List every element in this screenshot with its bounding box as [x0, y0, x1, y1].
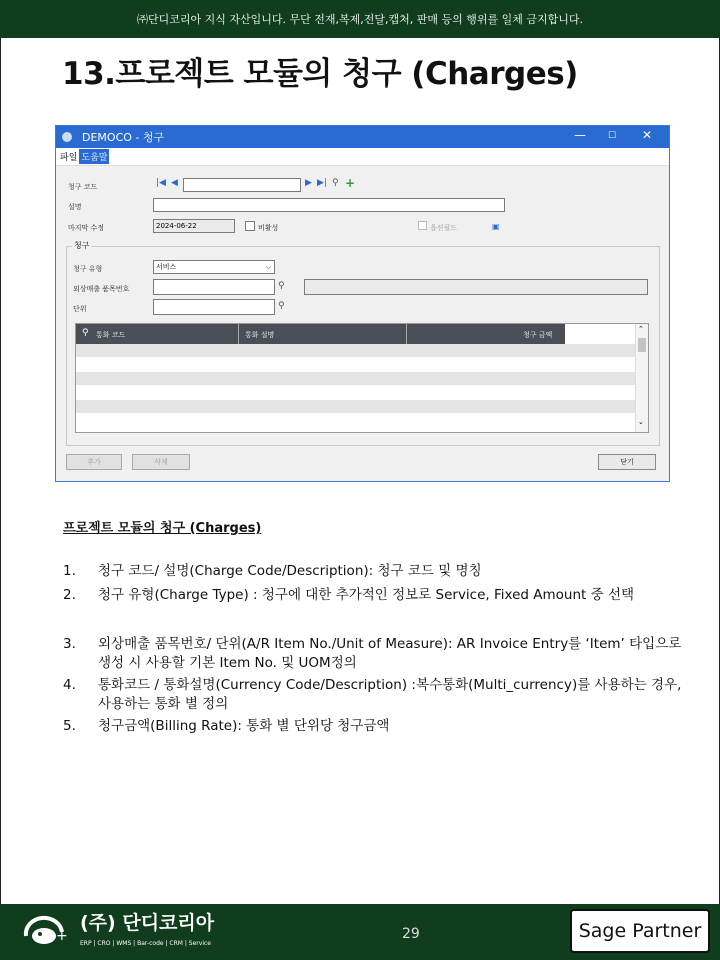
optional-fields-label: 옵션필드 [430, 224, 458, 232]
description-input[interactable] [153, 198, 505, 212]
list-item-text: 청구금액(Billing Rate): 통화 별 단위당 청구금액 [98, 718, 390, 734]
company-logo-icon [20, 910, 72, 954]
window-title: DEMOCO - 청구 [82, 131, 165, 144]
last-modified-field: 2024-06-22 [153, 219, 235, 233]
last-modified-label: 마지막 수정 [68, 224, 105, 232]
list-item [63, 586, 683, 605]
inactive-checkbox[interactable] [245, 221, 255, 231]
list-item [63, 717, 683, 736]
add-button[interactable]: 추가 [66, 454, 122, 470]
unit-input[interactable] [153, 299, 275, 315]
list-item-text: 외상매출 품목번호/ 단위(A/R Item No./Unit of Measure): AR Invoice Entry를 ‘Item’ 타입으로 생성 시 사용할 기본 Item No. 및 UOM정의 [98, 636, 682, 671]
scrollbar-thumb[interactable] [638, 338, 646, 352]
scroll-up-icon[interactable]: ⌃ [638, 325, 644, 333]
page-number: 29 [402, 926, 420, 942]
menu-file[interactable]: 파일 [60, 153, 78, 163]
charge-code-label: 청구 코드 [68, 183, 98, 191]
column-divider [406, 324, 407, 344]
charge-group-label: 청구 [74, 241, 90, 250]
grid-header-blank [565, 324, 636, 344]
column-billing-rate[interactable]: 청구 금액 [523, 331, 553, 339]
list-item-number: 5. [63, 718, 76, 734]
list-item [63, 562, 683, 581]
last-record-icon[interactable]: ▶| [317, 178, 327, 188]
next-record-icon[interactable]: ▶ [305, 178, 312, 188]
maximize-icon[interactable]: ☐ [608, 131, 617, 141]
ar-item-description-field [304, 279, 648, 295]
table-row[interactable] [76, 400, 636, 414]
first-record-icon[interactable]: |◀ [156, 178, 166, 188]
grid-scrollbar[interactable] [635, 324, 648, 432]
scroll-down-icon[interactable]: ⌄ [638, 418, 644, 426]
company-name: (주) 단디코리아 [80, 912, 215, 934]
list-item-number: 4. [63, 677, 76, 693]
list-item [63, 676, 683, 714]
delete-button[interactable]: 삭제 [132, 454, 190, 470]
charge-code-input[interactable] [183, 178, 301, 192]
grid-header [76, 324, 648, 344]
list-item-number: 2. [63, 587, 76, 603]
description-label: 설명 [68, 203, 82, 211]
charges-window [55, 125, 670, 482]
close-button[interactable]: 닫기 [598, 454, 656, 470]
grid-body [76, 344, 636, 428]
table-row[interactable] [76, 344, 636, 358]
app-logo-icon [62, 132, 72, 142]
chevron-down-icon: ⌵ [265, 263, 271, 271]
table-row[interactable] [76, 386, 636, 400]
sage-partner-text: Sage Partner [578, 920, 702, 942]
column-currency-code[interactable]: 통화 코드 [96, 331, 126, 339]
menubar [56, 148, 669, 166]
currency-grid[interactable] [75, 323, 649, 433]
company-services: ERP | CRO | WMS | Bar-code | CRM | Service [80, 940, 211, 947]
copyright-banner [0, 0, 720, 38]
charge-type-label: 청구 유형 [73, 265, 103, 273]
column-currency-description[interactable]: 통화 설명 [245, 331, 275, 339]
charge-type-value: 서비스 [156, 263, 177, 271]
ar-item-input[interactable] [153, 279, 275, 295]
menu-help[interactable]: 도움말 [79, 149, 109, 164]
prev-record-icon[interactable]: ◀ [171, 178, 178, 188]
ar-item-lookup-icon[interactable]: ⚲ [278, 281, 285, 291]
section-title: 프로젝트 모듈의 청구 (Charges) [63, 521, 262, 536]
table-row[interactable] [76, 358, 636, 372]
list-item-text: 청구 유형(Charge Type) : 청구에 대한 추가적인 정보로 Service, Fixed Amount 중 선택 [98, 587, 635, 603]
list-item-number: 3. [63, 636, 76, 652]
inactive-label: 비활성 [258, 224, 279, 232]
table-row[interactable] [76, 372, 636, 386]
close-icon[interactable]: ✕ [642, 128, 653, 142]
svg-text:+: + [56, 928, 68, 944]
lookup-icon[interactable]: ⚲ [332, 178, 339, 188]
column-divider [238, 324, 239, 344]
copyright-notice: ㈜단디코리아 지식 자산입니다. 무단 전재,복제,전달,캡처, 판매 등의 행위를 일체 금지합니다. [137, 13, 583, 26]
sage-partner-badge [570, 909, 710, 953]
page-title: 13.프로젝트 모듈의 청구 (Charges) [62, 56, 578, 92]
list-item-text: 청구 코드/ 설명(Charge Code/Description): 청구 코드 및 명칭 [98, 563, 482, 579]
unit-lookup-icon[interactable]: ⚲ [278, 301, 285, 311]
table-row[interactable] [76, 414, 636, 428]
ar-item-label: 외상매출 품목번호 [73, 285, 130, 293]
list-item-text: 통화코드 / 통화설명(Currency Code/Description) :복수통화(Multi_currency)를 사용하는 경우, 사용하는 통화 별 정의 [98, 677, 682, 712]
optional-fields-icon[interactable]: ▣ [492, 222, 500, 231]
minimize-icon[interactable]: — [574, 128, 586, 142]
optional-fields-checkbox[interactable] [418, 221, 427, 230]
window-titlebar [56, 126, 669, 148]
unit-label: 단위 [73, 305, 87, 313]
add-new-icon[interactable]: + [345, 176, 356, 190]
search-icon[interactable]: ⚲ [82, 328, 89, 338]
list-item-number: 1. [63, 563, 76, 579]
list-item [63, 635, 683, 673]
charge-type-select[interactable] [153, 260, 275, 274]
explanation-list [63, 562, 683, 736]
